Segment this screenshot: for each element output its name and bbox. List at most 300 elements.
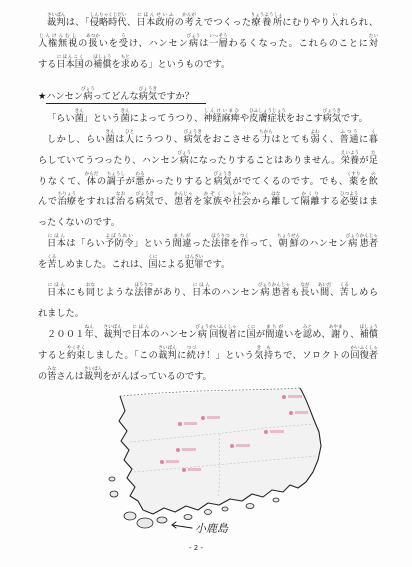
furigana: やくそく bbox=[66, 346, 86, 351]
ruby-base: 日本政府 bbox=[136, 17, 175, 28]
section-heading bbox=[38, 86, 378, 108]
furigana: ひつよう bbox=[339, 192, 359, 197]
furigana: じんけんむし bbox=[38, 34, 78, 39]
ruby-base: 病 bbox=[81, 91, 95, 102]
text-line bbox=[38, 212, 378, 234]
text-line bbox=[47, 12, 378, 34]
ruby-base: 受 bbox=[118, 38, 129, 49]
furigana: びょうき bbox=[135, 192, 155, 197]
ruby-base: 体 bbox=[84, 176, 99, 187]
text-run: は bbox=[114, 134, 126, 145]
furigana: さいばん bbox=[83, 367, 103, 372]
text-run: ってどんな bbox=[92, 91, 139, 102]
ruby-base: 扱 bbox=[86, 38, 100, 49]
ruby-base: 悪 bbox=[135, 176, 145, 187]
text-run: を bbox=[192, 196, 204, 207]
text-line bbox=[47, 108, 378, 130]
text-run: しかし、らい bbox=[47, 134, 106, 145]
island bbox=[184, 515, 192, 520]
furigana: よぼうれい bbox=[104, 234, 134, 239]
text-run: わるくなった。これらのことに bbox=[227, 38, 369, 49]
ruby-word bbox=[250, 13, 283, 28]
ruby-word bbox=[47, 255, 57, 270]
ruby-base: 裁判 bbox=[83, 371, 103, 382]
ruby-word bbox=[172, 234, 192, 249]
ruby-base: 皆 bbox=[47, 371, 57, 382]
furigana: いっそう bbox=[209, 34, 228, 39]
ruby-word bbox=[105, 130, 115, 145]
furigana: ふつう bbox=[339, 130, 359, 135]
ruby-word bbox=[186, 34, 201, 49]
ruby-word bbox=[57, 192, 77, 207]
text-run: 、 bbox=[93, 329, 104, 340]
ruby-base: 薬 bbox=[346, 176, 361, 187]
ruby-base: 日本 bbox=[47, 238, 67, 249]
text-run: を bbox=[111, 59, 121, 70]
ruby-word bbox=[330, 13, 340, 28]
furigana: にほん bbox=[47, 234, 66, 239]
ruby-word bbox=[340, 151, 360, 166]
furigana: ひふしょうじょう bbox=[249, 109, 286, 114]
furigana: かくり bbox=[300, 192, 320, 197]
ruby-base: 対 bbox=[368, 38, 378, 49]
ruby-base: 菌 bbox=[74, 113, 84, 124]
text-run: を bbox=[358, 176, 369, 187]
island bbox=[246, 504, 254, 509]
ruby-base: 病気 bbox=[183, 134, 202, 145]
ruby-word bbox=[47, 13, 66, 28]
map-place-label-mark bbox=[270, 430, 284, 433]
island-label: 小鹿島 bbox=[195, 522, 228, 535]
ruby-base: 患者 bbox=[271, 287, 291, 298]
ruby-base: 治 bbox=[116, 196, 126, 207]
furigana: さいばん bbox=[158, 346, 177, 351]
ruby-base: 飲 bbox=[368, 176, 378, 187]
ruby-word bbox=[93, 55, 112, 70]
ruby-base: 患者 bbox=[174, 196, 193, 207]
ruby-base: 回復者 bbox=[209, 329, 237, 340]
text-line bbox=[38, 54, 378, 76]
ruby-base: 療養所 bbox=[250, 17, 283, 28]
text-run: り、 bbox=[340, 329, 360, 340]
text-run: になったりすることはありません。 bbox=[189, 155, 341, 166]
text-run: かったりすると bbox=[144, 176, 214, 187]
furigana: た bbox=[368, 151, 378, 156]
map-place-label-mark bbox=[288, 395, 302, 398]
ruby-base: 考 bbox=[182, 17, 196, 28]
ruby-word bbox=[192, 283, 212, 298]
text-run: の bbox=[78, 38, 89, 49]
furigana: たい bbox=[368, 34, 378, 39]
furigana: の bbox=[368, 172, 378, 177]
furigana: くる bbox=[47, 255, 57, 260]
ruby-base: 約束 bbox=[66, 350, 86, 361]
ruby-word bbox=[135, 172, 145, 187]
ruby-word bbox=[213, 172, 232, 187]
map-place-label-mark bbox=[236, 444, 250, 447]
furigana: わる bbox=[135, 172, 145, 177]
text-run: れられ、 bbox=[339, 17, 379, 28]
furigana: くに bbox=[246, 325, 256, 330]
ruby-word bbox=[339, 192, 359, 207]
text-run: ちで、ソロクトの bbox=[273, 350, 351, 361]
text-line bbox=[38, 150, 378, 172]
map-marker bbox=[230, 444, 234, 448]
furigana: はな bbox=[271, 192, 281, 197]
text-run: による bbox=[157, 259, 185, 270]
ruby-base: 菌 bbox=[105, 134, 115, 145]
ruby-word bbox=[47, 367, 57, 382]
ruby-base: 離 bbox=[271, 196, 281, 207]
ruby-word bbox=[118, 34, 129, 49]
text-run: る bbox=[125, 196, 136, 207]
furigana: かいふくしゃ bbox=[209, 325, 237, 330]
ruby-word bbox=[106, 172, 126, 187]
ruby-base: 国 bbox=[246, 329, 256, 340]
ruby-base: 暮 bbox=[368, 134, 378, 145]
text-run: に bbox=[359, 134, 369, 145]
furigana: きも bbox=[254, 346, 274, 351]
ruby-base: 一層 bbox=[209, 38, 228, 49]
text-run: すると bbox=[38, 350, 67, 361]
ruby-base: 病気 bbox=[138, 91, 158, 102]
text-line bbox=[38, 345, 378, 367]
ruby-word bbox=[359, 234, 378, 249]
ruby-word bbox=[86, 34, 100, 49]
ruby-word bbox=[302, 325, 313, 340]
text-run: める」というものです。 bbox=[129, 59, 231, 70]
ruby-word bbox=[346, 172, 361, 187]
text-run: 「らい bbox=[47, 113, 75, 124]
ruby-word bbox=[368, 151, 378, 166]
sorokdo-island bbox=[205, 510, 212, 515]
ruby-word bbox=[203, 109, 240, 124]
furigana: きん bbox=[74, 109, 84, 114]
ruby-base: 認 bbox=[302, 329, 313, 340]
island bbox=[109, 477, 115, 481]
text-run: をがんばっているのです。 bbox=[102, 371, 212, 382]
ruby-word bbox=[66, 346, 86, 361]
map-place-label-mark bbox=[295, 411, 308, 414]
text-run: をおこさせる bbox=[201, 134, 262, 145]
ruby-base: 朝鮮 bbox=[277, 238, 301, 249]
furigana: く bbox=[368, 130, 378, 135]
ruby-base: 皮膚症状 bbox=[249, 113, 286, 124]
text-run: ２００１ bbox=[47, 329, 85, 340]
ruby-word bbox=[259, 130, 273, 145]
furigana: はんざい bbox=[185, 255, 204, 260]
text-run: にむりやり bbox=[282, 17, 331, 28]
text-run: んで bbox=[38, 196, 58, 207]
ruby-base: 続 bbox=[186, 350, 196, 361]
ruby-base: 法律 bbox=[134, 287, 153, 298]
ruby-word bbox=[254, 346, 274, 361]
ruby-word bbox=[56, 55, 84, 70]
text-run: の bbox=[96, 176, 107, 187]
text-run: れました。 bbox=[38, 308, 84, 319]
ruby-word bbox=[339, 283, 349, 298]
ruby-base: 家族 bbox=[203, 196, 223, 207]
ruby-word bbox=[81, 87, 95, 102]
furigana: しんけいまひ bbox=[203, 109, 240, 114]
text-line bbox=[47, 129, 378, 151]
furigana: さいばん bbox=[103, 325, 122, 330]
text-run: です。 bbox=[203, 259, 231, 270]
furigana: きん bbox=[105, 130, 115, 135]
furigana: おな bbox=[85, 283, 96, 288]
furigana: にほんせいふ bbox=[136, 13, 175, 18]
ruby-word bbox=[339, 130, 360, 145]
furigana: びょう bbox=[81, 87, 95, 92]
furigana: かんじゃ bbox=[174, 192, 193, 197]
text-line bbox=[38, 254, 378, 276]
ruby-base: 社会 bbox=[232, 196, 251, 207]
text-run: にうつり、 bbox=[134, 134, 184, 145]
ruby-word bbox=[271, 192, 281, 207]
ruby-base: 病気 bbox=[322, 113, 342, 124]
ruby-base: 隔離 bbox=[300, 196, 321, 207]
furigana: かんじゃ bbox=[359, 234, 378, 239]
ruby-word bbox=[271, 283, 291, 298]
furigana: あやま bbox=[328, 325, 343, 330]
ruby-word bbox=[239, 234, 250, 249]
ruby-base: 長 bbox=[300, 287, 310, 298]
text-run: えでつくった bbox=[193, 17, 252, 28]
furigana: にほんこく bbox=[56, 55, 84, 60]
ruby-word bbox=[345, 234, 360, 249]
ruby-base: 患者 bbox=[359, 238, 378, 249]
ruby-base: 間違 bbox=[265, 329, 285, 340]
ruby-word bbox=[300, 192, 321, 207]
ruby-base: 回復者 bbox=[350, 350, 378, 361]
ruby-base: 裁判 bbox=[158, 350, 177, 361]
furigana: みな bbox=[47, 367, 57, 372]
ruby-base: 病 bbox=[186, 38, 201, 49]
furigana: まちが bbox=[172, 234, 192, 239]
text-run: のハンセン bbox=[299, 238, 348, 249]
text-run: らしていてうつったり、ハンセン bbox=[38, 155, 180, 166]
text-run: はま bbox=[358, 196, 379, 207]
furigana: にほん bbox=[192, 283, 211, 288]
ruby-base: 日本 bbox=[47, 287, 67, 298]
furigana: しゃかい bbox=[232, 192, 251, 197]
text-run: する bbox=[320, 196, 340, 207]
text-run: のハンセン bbox=[211, 287, 260, 298]
text-run: いを bbox=[97, 38, 119, 49]
furigana: びょう bbox=[345, 234, 360, 239]
ruby-word bbox=[131, 325, 151, 340]
ruby-word bbox=[310, 130, 320, 145]
text-run: しました。「この bbox=[85, 350, 159, 361]
ruby-word bbox=[183, 130, 202, 145]
furigana: よわ bbox=[310, 130, 320, 135]
ruby-word bbox=[265, 325, 285, 340]
furigana: にほん bbox=[131, 325, 151, 330]
ruby-base: 必要 bbox=[339, 196, 359, 207]
text-run: に bbox=[176, 350, 187, 361]
text-run: じような bbox=[95, 287, 135, 298]
furigana: ちから bbox=[259, 130, 273, 135]
ruby-word bbox=[300, 283, 310, 298]
ruby-base: 人 bbox=[125, 134, 135, 145]
text-run: や bbox=[222, 196, 233, 207]
ruby-word bbox=[186, 346, 196, 361]
ruby-word bbox=[328, 325, 343, 340]
ruby-base: 人権無視 bbox=[38, 38, 79, 49]
ruby-word bbox=[89, 13, 127, 28]
ruby-word bbox=[174, 192, 193, 207]
text-line bbox=[47, 282, 378, 304]
ruby-word bbox=[47, 283, 67, 298]
furigana: しんりゃくじだい bbox=[89, 13, 127, 18]
ruby-base: 足 bbox=[368, 155, 378, 166]
ruby-base: 入 bbox=[330, 17, 340, 28]
furigana: びょうき bbox=[213, 172, 232, 177]
furigana: びょう bbox=[186, 34, 201, 39]
ruby-base: 国 bbox=[148, 259, 158, 270]
ruby-word bbox=[232, 192, 251, 207]
text-run: って、 bbox=[249, 238, 279, 249]
map-marker bbox=[264, 430, 268, 434]
text-run: け、ハンセン bbox=[128, 38, 189, 49]
ruby-base: 日本 bbox=[131, 329, 151, 340]
ruby-word bbox=[368, 172, 378, 187]
text-run: が bbox=[125, 176, 136, 187]
heading-underline bbox=[46, 103, 206, 104]
ruby-word bbox=[136, 13, 175, 28]
ruby-word bbox=[120, 109, 130, 124]
text-run: った bbox=[191, 238, 212, 249]
ruby-base: 気持 bbox=[254, 350, 274, 361]
ruby-word bbox=[317, 283, 332, 298]
furigana: ほしょう bbox=[359, 325, 378, 330]
text-line bbox=[38, 303, 378, 325]
ruby-base: 日本国 bbox=[56, 59, 84, 70]
text-run: が bbox=[255, 329, 266, 340]
furigana: ちょうし bbox=[106, 172, 126, 177]
ruby-word bbox=[209, 325, 237, 340]
ruby-base: 日本 bbox=[192, 287, 212, 298]
furigana: ねん bbox=[84, 325, 94, 330]
ruby-word bbox=[185, 255, 204, 270]
ruby-base: 侵略時代 bbox=[89, 17, 127, 28]
ruby-base: 弱 bbox=[310, 134, 320, 145]
text-run: の bbox=[38, 371, 48, 382]
ruby-base: 謝 bbox=[328, 329, 343, 340]
map-marker bbox=[289, 411, 293, 415]
furigana: う bbox=[118, 34, 128, 39]
land-area bbox=[119, 388, 321, 514]
text-run: の bbox=[83, 59, 94, 70]
furigana: くに bbox=[148, 255, 158, 260]
island bbox=[273, 498, 279, 502]
ruby-word bbox=[84, 325, 94, 340]
furigana: ちょうせん bbox=[277, 234, 301, 239]
ruby-base: 病 bbox=[257, 287, 272, 298]
text-run: から bbox=[250, 196, 272, 207]
ruby-word bbox=[83, 367, 103, 382]
text-run: ですか？ bbox=[157, 91, 194, 102]
text-run: です。 bbox=[341, 113, 368, 124]
ruby-word bbox=[47, 234, 67, 249]
ruby-word bbox=[350, 346, 378, 361]
text-run: 、 bbox=[329, 287, 340, 298]
text-run: 、 bbox=[126, 17, 137, 28]
ruby-base: 病 bbox=[177, 155, 192, 166]
map-place-label-mark bbox=[184, 422, 197, 425]
ruby-base: 裁判 bbox=[103, 329, 122, 340]
text-run: さんは bbox=[56, 371, 84, 382]
furigana: りょうようしょ bbox=[250, 13, 283, 18]
text-run: で、 bbox=[154, 196, 175, 207]
furigana: びょうき bbox=[322, 109, 342, 114]
ruby-base: 作 bbox=[239, 238, 250, 249]
furigana: くる bbox=[339, 283, 349, 288]
furigana: かんが bbox=[182, 13, 196, 18]
ruby-word bbox=[177, 151, 192, 166]
text-run: ったくないのです。 bbox=[38, 217, 120, 228]
furigana: ひと bbox=[125, 130, 135, 135]
text-line bbox=[47, 233, 378, 255]
ruby-base: 神経麻痺 bbox=[203, 113, 240, 124]
ruby-base: 間 bbox=[317, 287, 332, 298]
furigana: びょう bbox=[257, 283, 272, 288]
island bbox=[110, 491, 118, 497]
text-run: の bbox=[174, 17, 185, 28]
ruby-word bbox=[125, 130, 135, 145]
map-place-label-mark bbox=[188, 468, 201, 471]
text-run: いを bbox=[284, 329, 303, 340]
text-run: があり、 bbox=[152, 287, 193, 298]
furigana: あいだ bbox=[317, 283, 332, 288]
map-place-label-mark bbox=[166, 460, 179, 463]
furigana: かぞく bbox=[203, 192, 223, 197]
ruby-word bbox=[74, 109, 84, 124]
ruby-base: 栄養 bbox=[340, 155, 360, 166]
text-run: のハンセン bbox=[150, 329, 198, 340]
text-run: く、 bbox=[319, 134, 340, 145]
text-line bbox=[38, 33, 378, 55]
text-run: は、「 bbox=[65, 17, 90, 28]
island bbox=[137, 518, 153, 528]
furigana: みと bbox=[302, 325, 313, 330]
map-marker bbox=[282, 395, 286, 399]
ruby-word bbox=[38, 34, 79, 49]
text-run: に bbox=[236, 329, 247, 340]
text-run: がでてくるのです。でも、 bbox=[231, 176, 349, 187]
furigana: きん bbox=[120, 109, 130, 114]
ruby-base: 苦 bbox=[339, 287, 349, 298]
ruby-word bbox=[211, 234, 230, 249]
furigana: まちが bbox=[265, 325, 284, 330]
ruby-base: 同 bbox=[85, 287, 95, 298]
island bbox=[222, 507, 228, 511]
text-run: を bbox=[38, 259, 48, 270]
map-marker bbox=[178, 422, 182, 426]
text-line bbox=[47, 324, 378, 346]
ruby-base: 犯罪 bbox=[185, 259, 204, 270]
text-run: をすれば bbox=[76, 196, 116, 207]
map-marker bbox=[160, 460, 164, 464]
furigana: もと bbox=[120, 55, 130, 60]
furigana: なお bbox=[116, 192, 126, 197]
text-run: い bbox=[309, 287, 320, 298]
ruby-base: 求 bbox=[120, 59, 130, 70]
text-run: する bbox=[38, 59, 57, 70]
island bbox=[157, 517, 167, 523]
furigana: さいばん bbox=[47, 13, 66, 18]
text-run: 」という bbox=[83, 113, 121, 124]
